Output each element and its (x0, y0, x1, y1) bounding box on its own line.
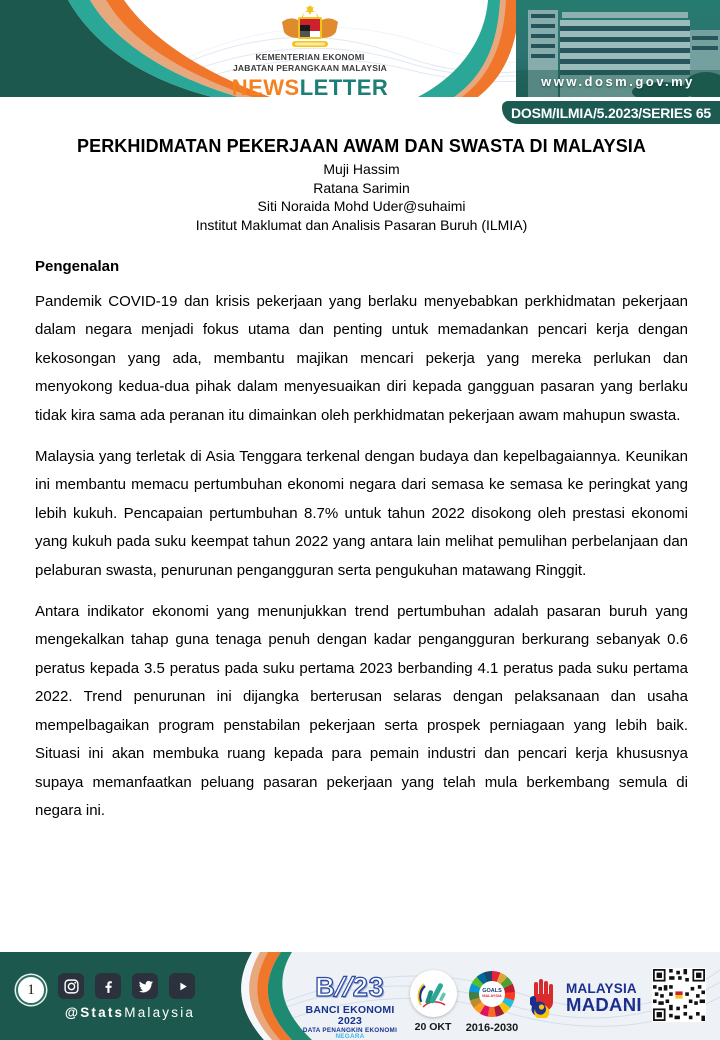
social-handle-rest: Malaysia (124, 1005, 196, 1020)
qr-code[interactable] (652, 968, 706, 1022)
be23-title: BANCI EKONOMI 2023 (305, 1004, 395, 1027)
author-3: Siti Noraida Mohd Uder@suhaimi (257, 198, 466, 214)
madani-line-malaysia: MALAYSIA (566, 980, 637, 996)
be23-mark-23: 23 (352, 972, 385, 1002)
sdg-center-malaysia: MALAYSIA (482, 993, 502, 998)
sdg-center-goals: GOALS (482, 988, 502, 995)
be23-tagline-accent: NEGARA (335, 1033, 365, 1040)
okt-date-label: 20 OKT (414, 1021, 452, 1033)
sdg-years-label: 2016-2030 (465, 1022, 519, 1034)
social-handle-bold: @Stats (64, 1005, 125, 1020)
banci-20-okt-logo (404, 970, 462, 1033)
ministry-line-2: JABATAN PERANGKAAN MALAYSIA (232, 63, 387, 73)
author-2: Ratana Sarimin (313, 179, 410, 196)
social-icons (58, 973, 195, 999)
social-handle[interactable] (46, 1005, 214, 1020)
author-list (35, 160, 688, 234)
youtube-icon[interactable] (169, 973, 195, 999)
instagram-icon[interactable] (58, 973, 84, 999)
sdg-wheel-icon (469, 971, 515, 1017)
twitter-icon[interactable] (132, 973, 158, 999)
website-link[interactable]: www.dosm.gov.my (541, 74, 695, 89)
be23-tagline-main: DATA PENANGKIN EKONOMI (302, 1027, 398, 1034)
banci-ekonomi-2023-logo (292, 974, 408, 1040)
page-number: 1 (27, 981, 35, 998)
be23-mark-b: B (315, 972, 336, 1002)
banci-tick-icon (410, 970, 457, 1017)
author-1: Muji Hassim (323, 161, 400, 177)
malaysia-madani-logo (528, 978, 642, 1018)
paragraph-3: Antara indikator ekonomi yang menunjukkan trend pertumbuhan adalah pasaran buruh yang mengekalkan tahap guna tenaga penuh dengan kadar pengangguran berkurang sebanyak 0.6 peratus kepada 3.5 peratus pada suku pertama 2023 berbanding 4.1 peratus pada suku pertama 2022. Trend penurunan ini dijangka berterusan selaras dengan pelaksanaan dan usaha mempelbagaikan program penstabilan pekerjaan serta prospek perniagaan yang lebih baik. Situasi ini akan membuka ruang kepada para pemain industri dan pencari kerja khususnya supaya memanfaatkan peluang pasaran pekerjaan yang telah mula berkembang semula di negara ini. (35, 603, 688, 819)
series-reference-text: DOSM/ILMIA/5.2023/SERIES 65 (510, 104, 711, 121)
article-body (35, 136, 688, 825)
madani-line-madani: MADANI (566, 994, 642, 1015)
page-number-badge (16, 975, 46, 1005)
newsletter-title (195, 76, 425, 100)
madani-hand-icon (528, 978, 562, 1018)
newsletter-title-letter: LETTER (299, 75, 389, 100)
sdg-2016-2030-logo (461, 971, 523, 1034)
masthead (195, 4, 425, 100)
be23-tagline (292, 1028, 408, 1040)
footer-banner (0, 952, 720, 1040)
section-heading-pengenalan: Pengenalan (35, 258, 120, 275)
article-title: PERKHIDMATAN PEKERJAAN AWAM DAN SWASTA DI MALAYSIA (76, 136, 647, 156)
paragraph-1: Pandemik COVID-19 dan krisis pekerjaan yang berlaku menyebabkan perkhidmatan pekerjaan dalam negara menjadi fokus utama dan penting untuk memadankan pencari kerja dengan kekosongan yang ada, membantu majikan mencari pekerja yang mereka perlukan dan menyokong kedua-dua pihak dalam menyesuaikan diri kepada gangguan pasaran yang berlaku tidak kira sama ada peranan itu dimainkan oleh perkhidmatan pekerjaan awam mahupun swasta. (35, 293, 688, 424)
ministry-line-1: KEMENTERIAN EKONOMI (255, 52, 365, 62)
be23-wordmark (292, 974, 408, 1001)
series-reference-bar (502, 101, 720, 124)
author-affiliation: Institut Maklumat dan Analisis Pasaran Buruh (ILMIA) (195, 216, 528, 233)
be23-mark-slashes: // (331, 972, 358, 1002)
facebook-icon[interactable] (95, 973, 121, 999)
paragraph-2: Malaysia yang terletak di Asia Tenggara terkenal dengan budaya dan kepelbagaiannya. Keunikan ini membantu memacu pertumbuhan ekonomi negara dari semasa ke semasa ke peringkat yang lebih kukuh. Pencapaian pertumbuhan 8.7% untuk tahun 2022 disokong oleh prestasi ekonomi yang kukuh pada suku keempat tahun 2022 yang antara lain melihat pemulihan perbelanjaan dan pelaburan swasta, penurunan pengangguran serta pengukuhan matawang Ringgit. (35, 448, 688, 579)
newsletter-title-news: NEWS (231, 75, 300, 100)
malaysia-coat-of-arms (278, 4, 342, 52)
